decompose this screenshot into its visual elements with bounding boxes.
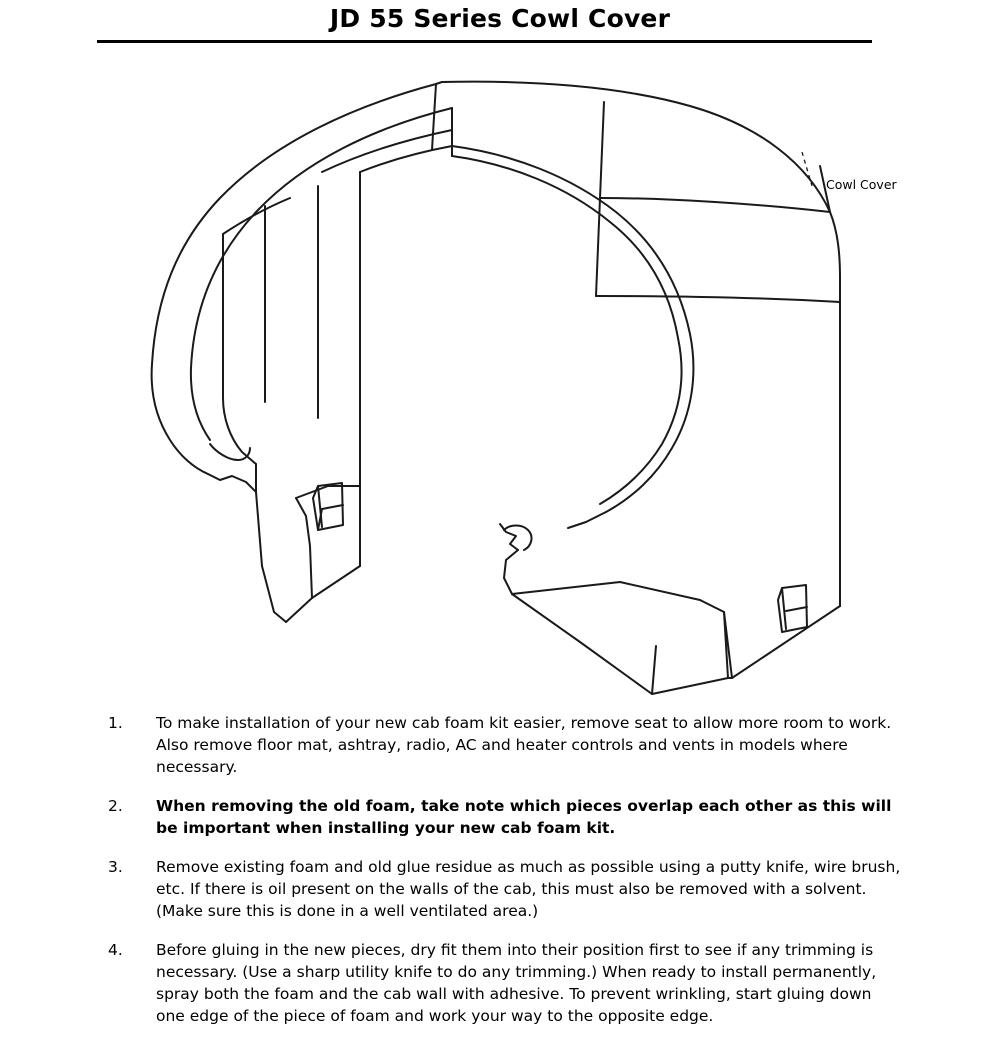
step-number: 1. [108, 714, 123, 732]
list-item [0, 939, 1000, 1027]
list-item [0, 712, 1000, 778]
step-number: 4. [108, 941, 123, 959]
page-title: JD 55 Series Cowl Cover [329, 4, 671, 33]
step-number: 3. [108, 858, 123, 876]
list-item [0, 856, 1000, 922]
list-item [0, 795, 1000, 839]
step-number: 2. [108, 797, 123, 815]
cowl-cover-diagram [60, 46, 940, 706]
title-divider [97, 40, 872, 43]
step-text: When removing the old foam, take note which pieces overlap each other as this will be important when installing your new cab foam kit. [156, 797, 892, 837]
cowl-cover-callout-label: Cowl Cover [826, 177, 897, 192]
instruction-steps [0, 712, 1000, 1044]
step-text: Remove existing foam and old glue residue as much as possible using a putty knife, wire brush, etc. If there is oil present on the walls of the cab, this must also be removed with a solvent. (Make sure this is done in a well ventilated area.) [156, 858, 901, 920]
step-text: Before gluing in the new pieces, dry fit them into their position first to see if any trimming is necessary. (Use a sharp utility knife to do any trimming.) When ready to install permanently, spray both the foam and the cab wall with adhesive. To prevent wrinkling, start gluing down one edge of the piece of foam and work your way to the opposite edge. [156, 941, 877, 1025]
step-text: To make installation of your new cab foam kit easier, remove seat to allow more room to work. Also remove floor mat, ashtray, radio, AC and heater controls and vents in models where necessary. [156, 714, 892, 776]
